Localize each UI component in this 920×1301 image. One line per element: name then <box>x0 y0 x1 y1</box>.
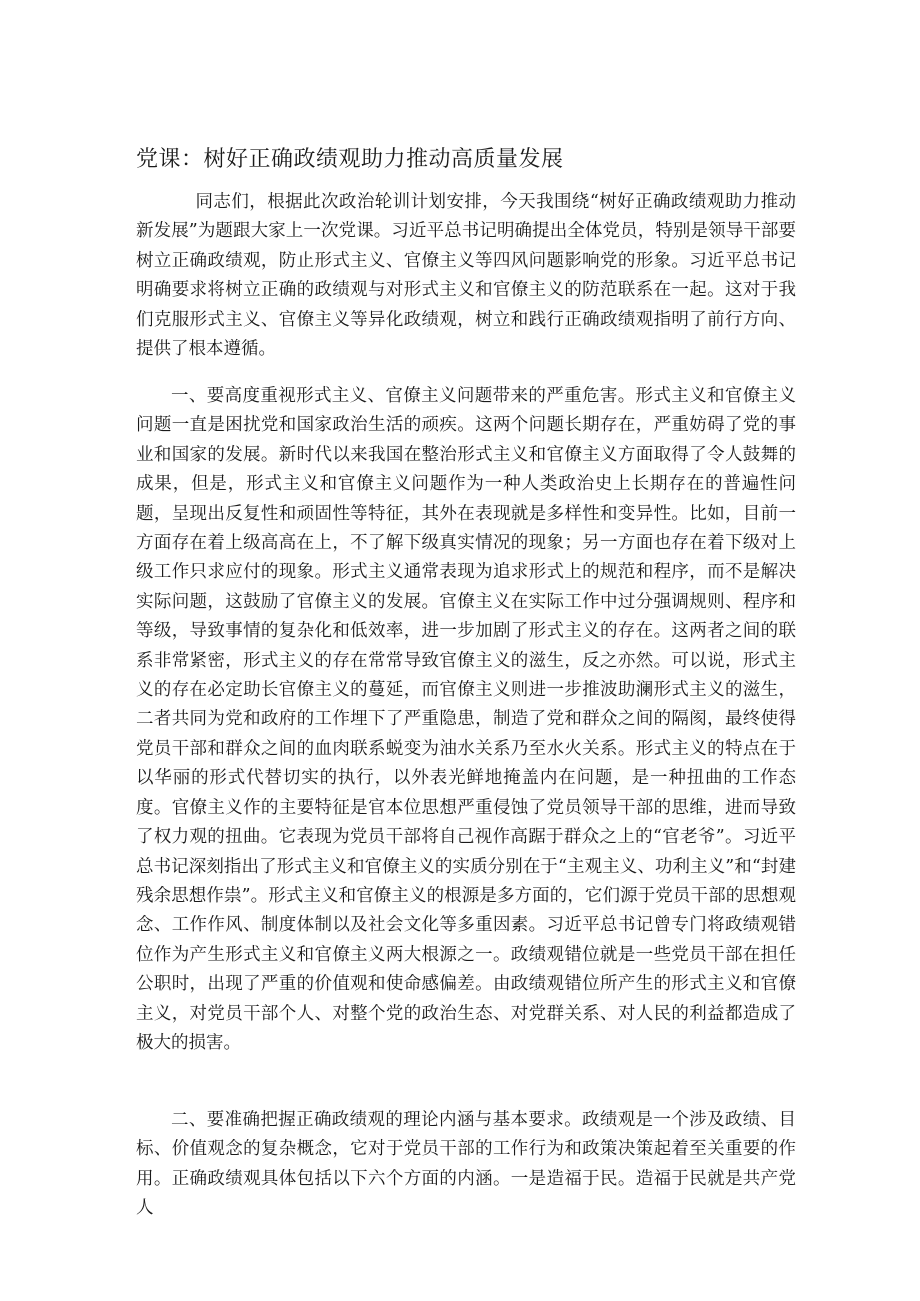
document-title: 党课：树好正确政绩观助力推动高质量发展 <box>136 147 564 172</box>
section-one-paragraph: 一、要高度重视形式主义、官僚主义问题带来的严重危害。形式主义和官僚主义问题一直是困扰党和国家政治生活的顽疾。这两个问题长期存在，严重妨碍了党的事业和国家的发展。新时代以来我国在整治形式主义和官僚主义方面取得了令人鼓舞的成果，但是，形式主义和官僚主义问题作为一种人类政治史上长期存在的普遍性问题，呈现出反复性和顽固性等特征，其外在表现就是多样性和变异性。比如，目前一方面存在着上级高高在上，不了解下级真实情况的现象；另一方面也存在着下级对上级工作只求应付的现象。形式主义通常表现为追求形式上的规范和程序，而不是解决实际问题，这鼓励了官僚主义的发展。官僚主义在实际工作中过分强调规则、程序和等级，导致事情的复杂化和低效率，进一步加剧了形式主义的存在。这两者之间的联系非常紧密，形式主义的存在常常导致官僚主义的滋生，反之亦然。可以说，形式主义的存在必定助长官僚主义的蔓延，而官僚主义则进一步推波助澜形式主义的滋生，二者共同为党和政府的工作埋下了严重隐患，制造了党和群众之间的隔阂，最终使得党员干部和群众之间的血肉联系蜕变为油水关系乃至水火关系。形式主义的特点在于以华丽的形式代替切实的执行，以外表光鲜地掩盖内在问题，是一种扭曲的工作态度。官僚主义作的主要特征是官本位思想严重侵蚀了党员领导干部的思维，进而导致了权力观的扭曲。它表现为党员干部将自己视作高踞于群众之上的“官老爷”。习近平总书记深刻指出了形式主义和官僚主义的实质分别在于“主观主义、功利主义”和“封建残余思想作祟”。形式主义和官僚主义的根源是多方面的，它们源于党员干部的思想观念、工作作风、制度体制以及社会文化等多重因素。习近平总书记曾专门将政绩观错位作为产生形式主义和官僚主义两大根源之一。政绩观错位就是一些党员干部在担任公职时，出现了严重的价值观和使命感偏差。由政绩观错位所产生的形式主义和官僚主义，对党员干部个人、对整个党的政治生态、对党群关系、对人民的利益都造成了极大的损害。 <box>136 386 796 1053</box>
section-two-paragraph: 二、要准确把握正确政绩观的理论内涵与基本要求。政绩观是一个涉及政绩、目标、价值观念的复杂概念，它对于党员干部的工作行为和政策决策起着至关重要的作用。正确政绩观具体包括以下六个方面的内涵。一是造福于民。造福于民就是共产党人 <box>136 1110 796 1219</box>
intro-paragraph: 同志们，根据此次政治轮训计划安排，今天我围绕“树好正确政绩观助力推动新发展”为题跟大家上一次党课。习近平总书记明确提出全体党员，特别是领导干部要树立正确政绩观，防止形式主义、官僚主义等四风问题影响党的形象。习近平总书记明确要求将树立正确的政绩观与对形式主义和官僚主义的防范联系在一起。这对于我们克服形式主义、官僚主义等异化政绩观，树立和践行正确政绩观指明了前行方向、提供了根本遵循。 <box>136 192 796 360</box>
